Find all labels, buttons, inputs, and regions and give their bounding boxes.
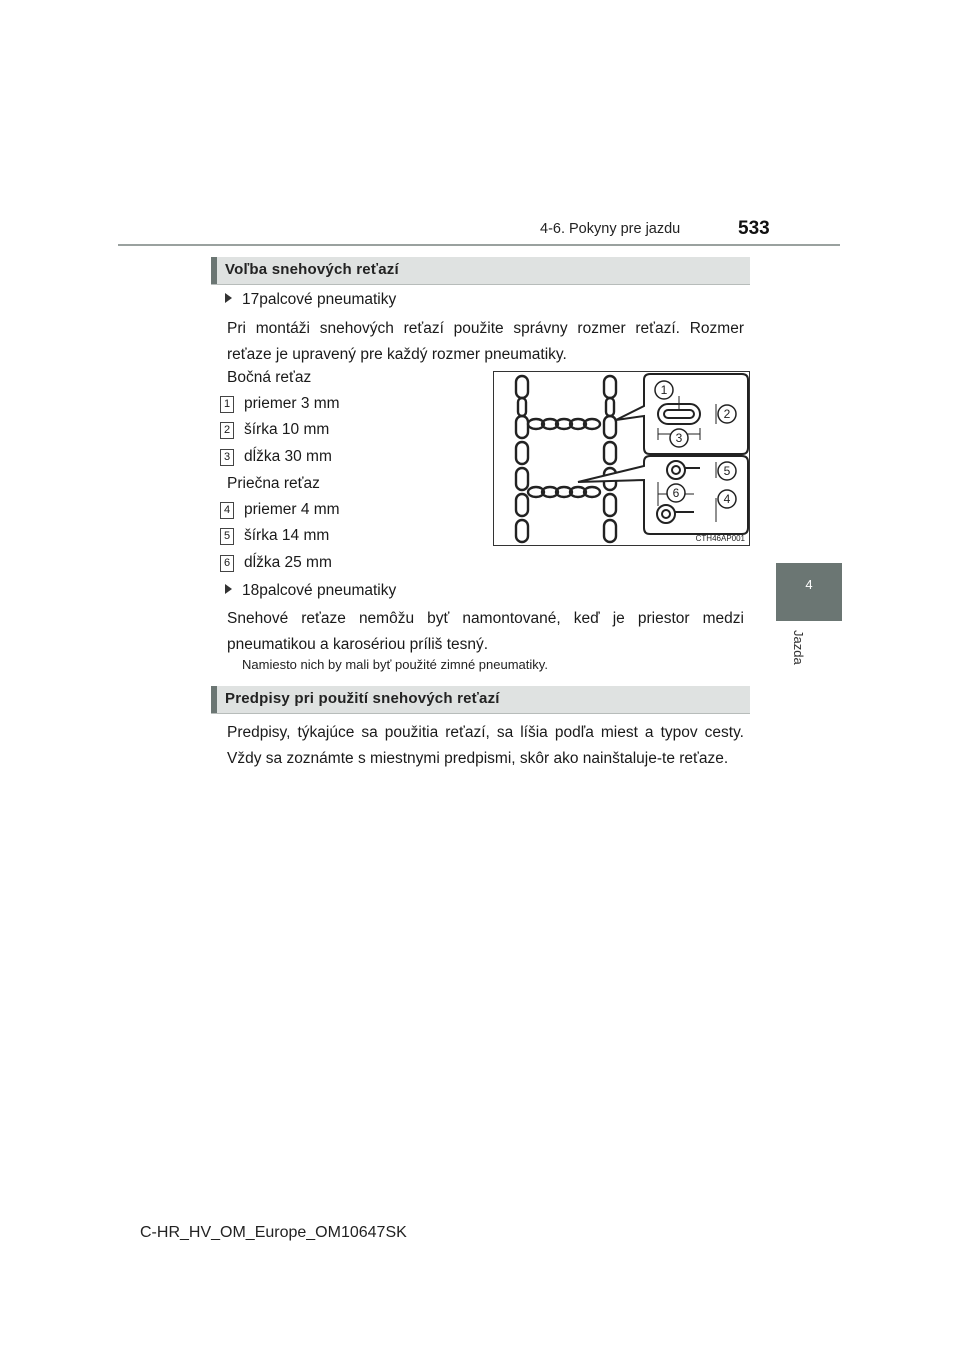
callout-1: 1 [660, 383, 668, 397]
section-heading-text: Voľba snehových reťazí [225, 261, 399, 278]
footer-doc-id: C-HR_HV_OM_Europe_OM10647SK [140, 1224, 407, 1241]
number-badge: 6 [220, 555, 234, 572]
list-item-text: šírka 10 mm [244, 421, 330, 438]
chapter-tab-number: 4 [805, 577, 813, 592]
bullet-18-inch [225, 582, 396, 600]
number-badge: 5 [220, 528, 234, 545]
triangle-bullet-icon [225, 293, 232, 303]
list-item-text: šírka 14 mm [244, 527, 330, 544]
side-chain-label: Bočná reťaz [227, 369, 312, 386]
triangle-bullet-icon [225, 584, 232, 594]
snow-chain-figure [493, 371, 750, 546]
note-winter-tires: Namiesto nich by mali byť použité zimné pneumatiky. [242, 657, 548, 672]
number-badge: 3 [220, 449, 234, 466]
number-badge: 4 [220, 502, 234, 519]
paragraph-chain-size: Pri montáži snehových reťazí použite správny rozmer reťazí. Rozmer reťaze je upravený pre každý rozmer pneumatiky. [227, 320, 744, 363]
header-rule [118, 244, 840, 246]
bullet-17-inch [225, 291, 396, 309]
paragraph-18-inch: Snehové reťaze nemôžu byť namontované, keď je priestor medzi pneumatikou a karosériou príliš tesný. [227, 610, 744, 653]
page-number: 533 [738, 218, 770, 239]
snow-chain-diagram [494, 372, 749, 545]
callout-2: 2 [723, 407, 731, 421]
list-item-text: dĺžka 25 mm [244, 554, 332, 571]
list-item-text: priemer 3 mm [244, 395, 340, 412]
list-item [220, 527, 329, 545]
header-section-title: 4-6. Pokyny pre jazdu [540, 221, 681, 237]
list-item [220, 421, 329, 439]
number-badge: 2 [220, 422, 234, 439]
figure-code: CTH46AP001 [695, 534, 745, 543]
number-badge: 1 [220, 396, 234, 413]
section-heading-chain-regulations [211, 686, 750, 714]
bullet-text: 18palcové pneumatiky [242, 582, 397, 599]
chapter-tab-label-text: Jazda [791, 630, 806, 665]
callout-3: 3 [675, 431, 683, 445]
callout-4: 4 [723, 492, 731, 506]
section-heading-chain-selection [211, 257, 750, 285]
callout-5: 5 [723, 464, 731, 478]
list-item-text: dĺžka 30 mm [244, 448, 332, 465]
chapter-tab-label [790, 630, 806, 680]
list-item [220, 395, 340, 413]
cross-chain-label: Priečna reťaz [227, 475, 320, 492]
list-item [220, 554, 332, 572]
paragraph-regulations: Predpisy, týkajúce sa použitia reťazí, sa líšia podľa miest a typov cesty. Vždy sa zoznámte s miestnymi predpismi, skôr ako nainštaluje-te reťaze. [227, 724, 744, 767]
list-item [220, 501, 340, 519]
section-heading-text: Predpisy pri použití snehových reťazí [225, 690, 500, 707]
list-item-text: priemer 4 mm [244, 501, 340, 518]
bullet-text: 17palcové pneumatiky [242, 291, 397, 308]
list-item [220, 448, 332, 466]
callout-6: 6 [672, 486, 680, 500]
chapter-tab [776, 563, 842, 621]
